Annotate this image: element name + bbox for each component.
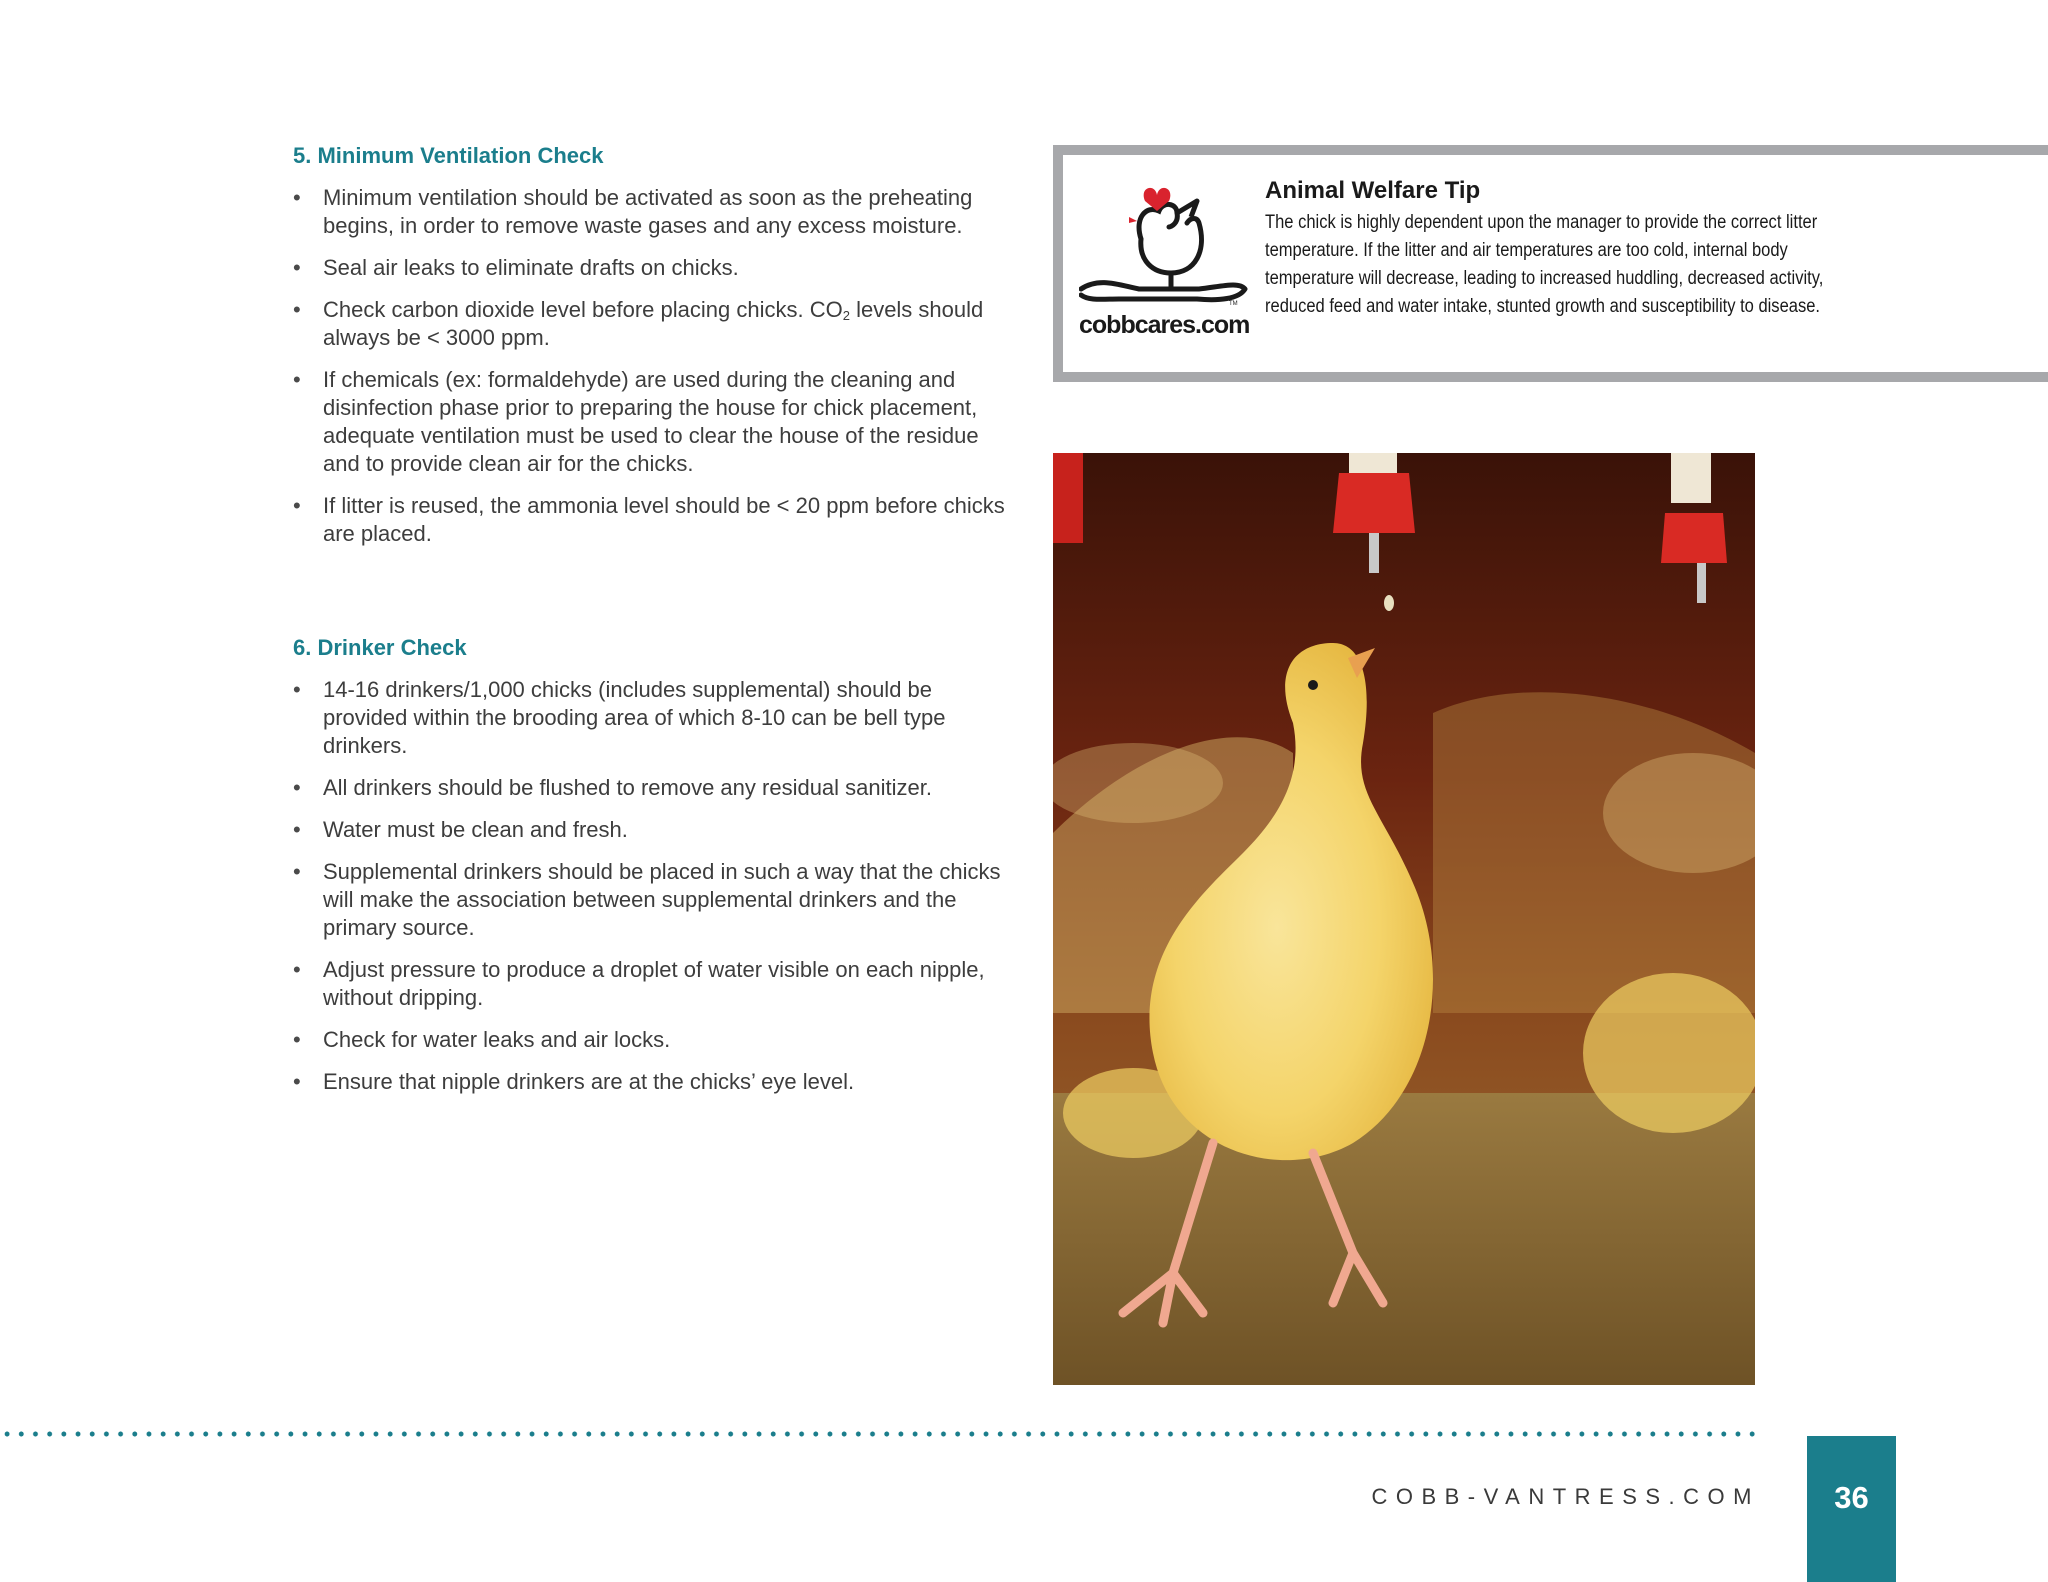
page-number: 36 <box>1834 1480 1869 1515</box>
drinker-list <box>293 676 1013 1110</box>
list-item: • Ensure that nipple drinkers are at the chicks’ eye level. <box>293 1068 1013 1096</box>
co2-subscript: 2 <box>842 308 850 323</box>
trademark-mark: TM <box>1229 301 1238 307</box>
list-item: • If chemicals (ex: formaldehyde) are used during the cleaning and disinfection phase prior to preparing the house for chick placement, adequate ventilation must be used to clear the house of the residue and to provide clean air for the chicks. <box>293 366 1013 478</box>
ventilation-list <box>293 184 1013 562</box>
cobbcares-logo-text: cobbcares.com <box>1079 311 1250 339</box>
section-title-drinker: 6. Drinker Check <box>293 635 467 660</box>
tip-text: The chick is highly dependent upon the manager to provide the correct litter temperature. If the litter and air temperatures are too cold, internal body temperature will decrease, leading to increased huddling, decreased activity, reduced feed and water intake, stunted growth and susceptibility to disease. <box>1265 212 1824 317</box>
list-item: • 14-16 drinkers/1,000 chicks (includes supplemental) should be provided within the brooding area of which 8-10 can be bell type drinkers. <box>293 676 1013 760</box>
chick-drinking-photo <box>1053 453 1755 1385</box>
list-item <box>293 296 1013 352</box>
list-item: • All drinkers should be flushed to remove any residual sanitizer. <box>293 774 1013 802</box>
section-title-ventilation: 5. Minimum Ventilation Check <box>293 143 604 168</box>
chicken-on-hand-icon <box>1079 177 1249 307</box>
tip-title: Animal Welfare Tip <box>1265 177 1481 204</box>
list-item: • Check for water leaks and air locks. <box>293 1026 1013 1054</box>
co2-text-after: levels should always be < 3000 ppm. <box>323 297 984 350</box>
footer-url: COBB-VANTRESS.COM <box>1371 1484 1760 1509</box>
list-item: • Water must be clean and fresh. <box>293 816 1013 844</box>
list-item: • If litter is reused, the ammonia level should be < 20 ppm before chicks are placed. <box>293 492 1013 548</box>
list-item: • Adjust pressure to produce a droplet of water visible on each nipple, without dripping. <box>293 956 1013 1012</box>
dotted-divider <box>0 1431 1762 1437</box>
list-item: • Seal air leaks to eliminate drafts on chicks. <box>293 254 1013 282</box>
animal-welfare-tip-box <box>1053 145 2048 382</box>
list-item: • Minimum ventilation should be activated as soon as the preheating begins, in order to remove waste gases and any excess moisture. <box>293 184 1013 240</box>
co2-text-before: Check carbon dioxide level before placing chicks. CO <box>323 297 843 322</box>
list-item: • Supplemental drinkers should be placed in such a way that the chicks will make the association between supplemental drinkers and the primary source. <box>293 858 1013 942</box>
page-number-box <box>1807 1436 1896 1582</box>
